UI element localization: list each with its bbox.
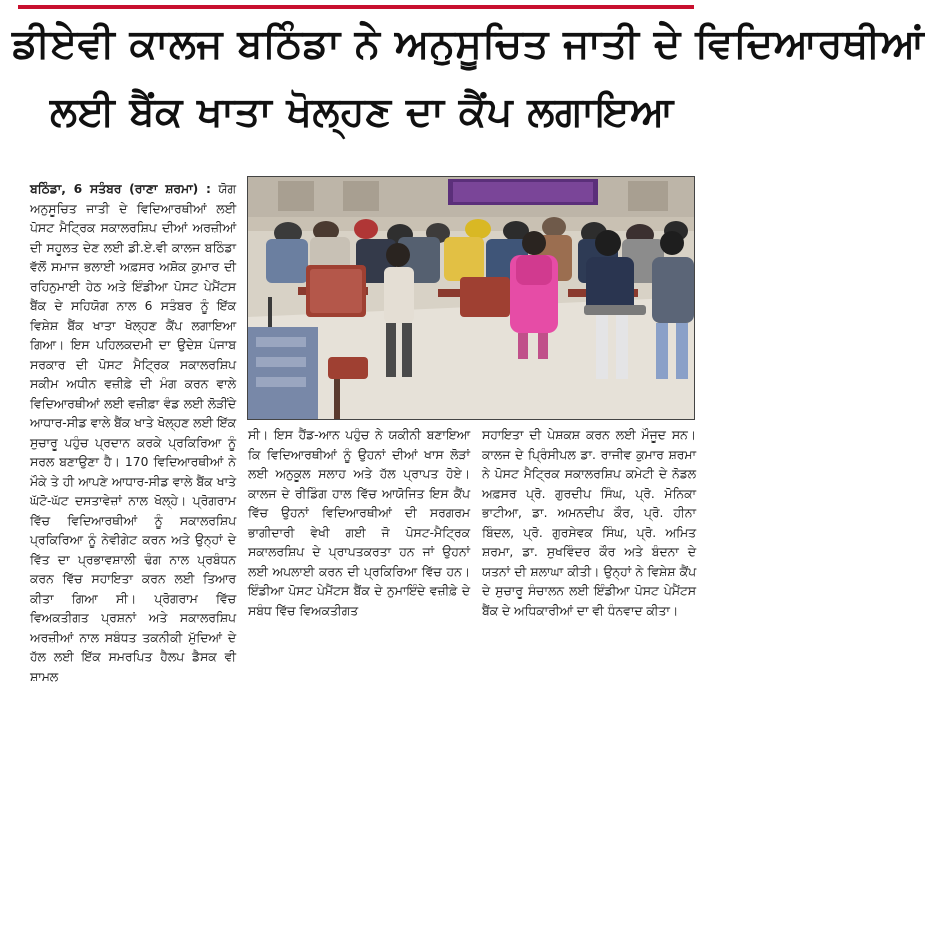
column-3-text: ਸਹਾਇਤਾ ਦੀ ਪੇਸ਼ਕਸ਼ ਕਰਨ ਲਈ ਮੌਜੂਦ ਸਨ। ਕਾਲਜ ਦੇ ਪ੍ਰਿੰਸੀਪਲ ਡਾ. ਰਾਜੀਵ ਕੁਮਾਰ ਸ਼ਰਮਾ ਨੇ ਪੋਸਟ ਮੈਟ੍ਰਿਕ ਸਕਾਲਰਸ਼ਿਪ ਕਮੇਟੀ ਦੇ ਨੋਡਲ ਅਫ਼ਸਰ ਪ੍ਰੋ. ਗੁਰਦੀਪ ਸਿੰਘ, ਪ੍ਰੋ. ਮੋਨਿਕਾ ਭਾਟੀਆ, ਡਾ. ਅਮਨਦੀਪ ਕੌਰ, ਪ੍ਰੋ. ਹੀਨਾ ਬਿੰਦਲ, ਪ੍ਰੋ. ਗੁਰਸੇਵਕ ਸਿੰਘ, ਪ੍ਰੋ. ਅਮਿਤ ਸ਼ਰਮਾ, ਡਾ. ਸੁਖਵਿੰਦਰ ਕੌਰ ਅਤੇ ਬੰਦਨਾ ਦੇ ਯਤਨਾਂ ਦੀ ਸ਼ਲਾਘਾ ਕੀਤੀ। ਉਨ੍ਹਾਂ ਨੇ ਵਿਸ਼ੇਸ਼ ਕੈਂਪ ਦੇ ਸੁਚਾਰੂ ਸੰਚਾਲਨ ਲਈ ਇੰਡੀਆ ਪੋਸਟ ਪੇਮੈਂਟਸ ਬੈਂਕ ਦੇ ਅਧਿਕਾਰੀਆਂ ਦਾ ਵੀ ਧੰਨਵਾਦ ਕੀਤਾ। bbox=[482, 428, 696, 618]
article-column-1 bbox=[30, 180, 236, 830]
dateline: ਬਠਿੰਡਾ, 6 ਸਤੰਬਰ (ਰਾਣਾ ਸ਼ਰਮਾ) : bbox=[30, 182, 211, 196]
article-column-3 bbox=[482, 426, 696, 721]
top-accent-rule bbox=[18, 5, 694, 9]
article-body-1 bbox=[30, 180, 236, 687]
column-2-text: ਸੀ। ਇਸ ਹੈਂਡ-ਆਨ ਪਹੁੰਚ ਨੇ ਯਕੀਨੀ ਬਣਾਇਆ ਕਿ ਵਿਦਿਆਰਥੀਆਂ ਨੂੰ ਉਹਨਾਂ ਦੀਆਂ ਖਾਸ ਲੋੜਾਂ ਲਈ ਅਨੁਕੂਲ ਸਲਾਹ ਅਤੇ ਹੱਲ ਪ੍ਰਾਪਤ ਹੋਏ। ਕਾਲਜ ਦੇ ਰੀਡਿੰਗ ਹਾਲ ਵਿੱਚ ਆਯੋਜਿਤ ਇਸ ਕੈਂਪ ਵਿੱਚ ਉਹਨਾਂ ਵਿਦਿਆਰਥੀਆਂ ਦੀ ਸਰਗਰਮ ਭਾਗੀਦਾਰੀ ਵੇਖੀ ਗਈ ਜੋ ਪੋਸਟ-ਮੈਟ੍ਰਿਕ ਸਕਾਲਰਸ਼ਿਪ ਦੇ ਪ੍ਰਾਪਤਕਰਤਾ ਹਨ ਜਾਂ ਉਹਨਾਂ ਲਈ ਅਪਲਾਈ ਕਰਨ ਦੀ ਪ੍ਰਕਿਰਿਆ ਵਿੱਚ ਹਨ। ਇੰਡੀਆ ਪੋਸਟ ਪੇਮੈਂਟਸ ਬੈਂਕ ਦੇ ਨੁਮਾਇੰਦੇ ਵਜ਼ੀਫ਼ੇ ਦੇ ਸਬੰਧ ਵਿੱਚ ਵਿਅਕਤੀਗਤ bbox=[248, 428, 470, 618]
headline-line-1: ਡੀਏਵੀ ਕਾਲਜ ਬਠਿੰਡਾ ਨੇ ਅਨੁਸੂਚਿਤ ਜਾਤੀ ਦੇ ਵਿਦਿਆਰਥੀਆਂ bbox=[12, 21, 925, 67]
headline-line-2: ਲਈ ਬੈਂਕ ਖਾਤਾ ਖੋਲ੍ਹਣ ਦਾ ਕੈਂਪ ਲਗਾਇਆ bbox=[50, 89, 674, 135]
article-column-2 bbox=[248, 426, 470, 721]
news-photo bbox=[247, 176, 695, 420]
column-1-text: ਯੋਗ ਅਨੁਸੂਚਿਤ ਜਾਤੀ ਦੇ ਵਿਦਿਆਰਥੀਆਂ ਲਈ ਪੋਸਟ ਮੈਟ੍ਰਿਕ ਸਕਾਲਰਸ਼ਿਪ ਦੀਆਂ ਅਰਜ਼ੀਆਂ ਦੀ ਸਹੂਲਤ ਦੇਣ ਲਈ ਡੀ.ਏ.ਵੀ ਕਾਲਜ ਬਠਿੰਡਾ ਵੱਲੋਂ ਸਮਾਜ ਭਲਾਈ ਅਫ਼ਸਰ ਅਸ਼ੋਕ ਕੁਮਾਰ ਦੀ ਰਹਿਨੁਮਾਈ ਹੇਠ ਅਤੇ ਇੰਡੀਆ ਪੋਸਟ ਪੇਮੈਂਟਸ ਬੈਂਕ ਦੇ ਸਹਿਯੋਗ ਨਾਲ 6 ਸਤੰਬਰ ਨੂੰ ਇੱਕ ਵਿਸ਼ੇਸ਼ ਬੈਂਕ ਖਾਤਾ ਖੋਲ੍ਹਣ ਕੈਂਪ ਲਗਾਇਆ ਗਿਆ। ਇਸ ਪਹਿਲਕਦਮੀ ਦਾ ਉਦੇਸ਼ ਪੰਜਾਬ ਸਰਕਾਰ ਦੀ ਪੋਸਟ ਮੈਟ੍ਰਿਕ ਸਕਾਲਰਸ਼ਿਪ ਸਕੀਮ ਅਧੀਨ ਵਜ਼ੀਫ਼ੇ ਦੀ ਮੰਗ ਕਰਨ ਵਾਲੇ ਵਿਦਿਆਰਥੀਆਂ ਲਈ ਵਜ਼ੀਫ਼ਾ ਵੰਡ ਲਈ ਲੋੜੀਂਦੇ ਆਧਾਰ-ਸੀਡ ਵਾਲੇ ਬੈਂਕ ਖਾਤੇ ਖੋਲ੍ਹਣ ਲਈ ਇੱਕ ਸੁਚਾਰੂ ਪਹੁੰਚ ਪ੍ਰਦਾਨ ਕਰਕੇ ਪ੍ਰਕਿਰਿਆ ਨੂੰ ਸਰਲ ਬਣਾਉਣਾ ਹੈ। 170 ਵਿਦਿਆਰਥੀਆਂ ਨੇ ਮੌਕੇ ਤੇ ਹੀ ਆਪਣੇ ਆਧਾਰ-ਸੀਡ ਵਾਲੇ ਬੈਂਕ ਖਾਤੇ ਘੱਟੋ-ਘੱਟ ਦਸਤਾਵੇਜ਼ਾਂ ਨਾਲ ਖੋਲ੍ਹੇ। ਪ੍ਰੋਗਰਾਮ ਵਿੱਚ ਵਿਦਿਆਰਥੀਆਂ ਨੂੰ ਸਕਾਲਰਸ਼ਿਪ ਪ੍ਰਕਿਰਿਆ ਨੂੰ ਨੇਵੀਗੇਟ ਕਰਨ ਅਤੇ ਉਨ੍ਹਾਂ ਦੇ ਵਿੱਤ ਦਾ ਪ੍ਰਭਾਵਸ਼ਾਲੀ ਢੰਗ ਨਾਲ ਪ੍ਰਬੰਧਨ ਕਰਨ ਵਿੱਚ ਸਹਾਇਤਾ ਕਰਨ ਲਈ ਤਿਆਰ ਕੀਤਾ ਗਿਆ ਸੀ। ਪ੍ਰੋਗਰਾਮ ਵਿੱਚ ਵਿਅਕਤੀਗਤ ਪ੍ਰਸ਼ਨਾਂ ਅਤੇ ਸਕਾਲਰਸ਼ਿਪ ਅਰਜ਼ੀਆਂ ਨਾਲ ਸਬੰਧਤ ਤਕਨੀਕੀ ਮੁੱਦਿਆਂ ਦੇ ਹੱਲ ਲਈ ਇੱਕ ਸਮਰਪਿਤ ਹੈਲਪ ਡੈਸਕ ਵੀ ਸ਼ਾਮਲ bbox=[30, 182, 236, 684]
